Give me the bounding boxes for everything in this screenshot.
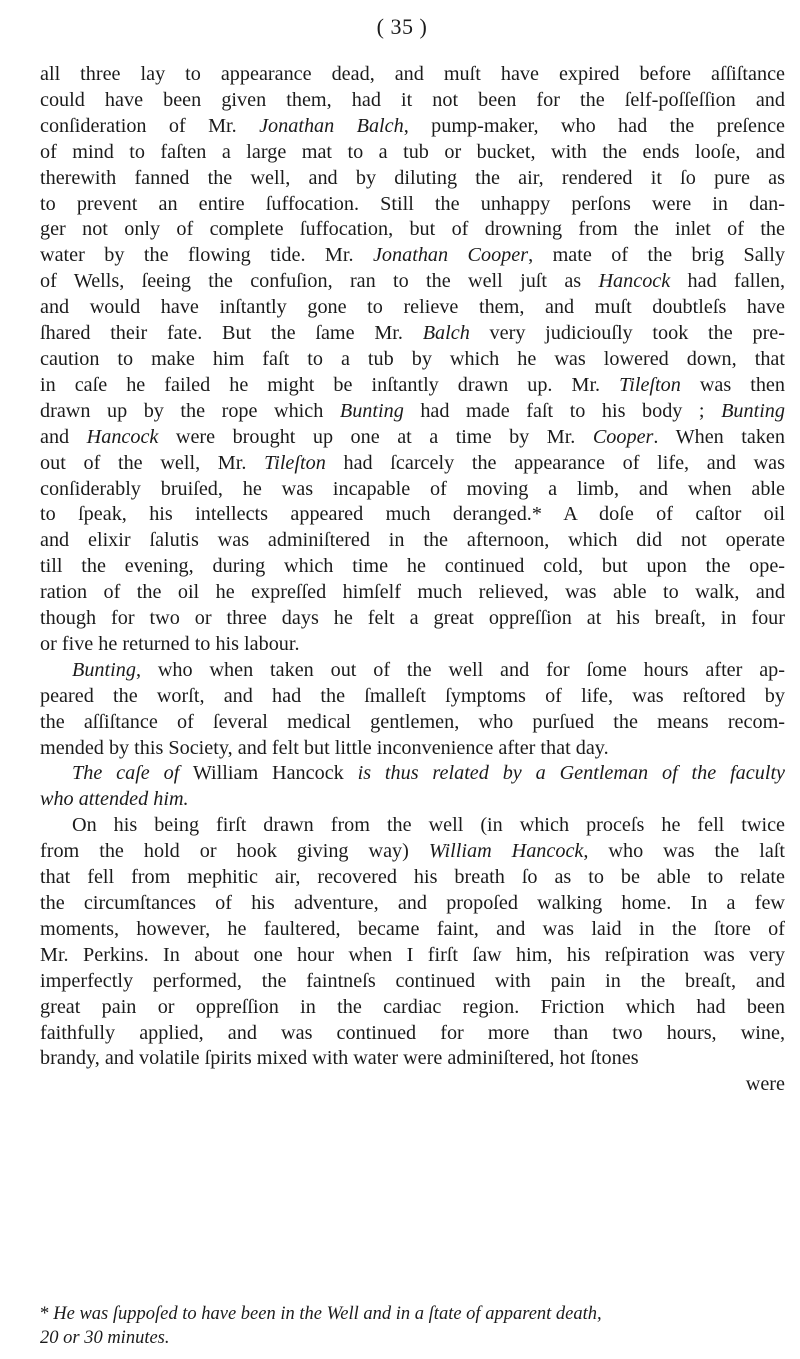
text-line: brandy, and volatile ſpirits mixed with water were adminiſtered, hot ſtones <box>40 1047 639 1070</box>
text-line: all three lay to appearance dead, and muſt have expired before aſſiſtance <box>40 63 785 85</box>
text-line: could have been given them, had it not been for the ſelf-poſſeſſion and <box>40 88 785 111</box>
paragraph-2 <box>40 658 785 762</box>
text-line: from the hold or hook giving way) William Hancock, who was the laſt <box>40 840 785 863</box>
body-text <box>40 62 785 1098</box>
footnote-marker: * <box>40 1304 50 1324</box>
text-line: ration of the oil he expreſſed himſelf much relieved, was able to walk, and <box>40 581 785 604</box>
text-line: the circumſtances of his adventure, and propoſed walking home. In a few <box>40 892 785 914</box>
paragraph-3 <box>40 813 785 1072</box>
text-line: out of the well, Mr. Tileſton had ſcarcely the appearance of life, and was <box>40 451 785 474</box>
text-line: who attended him. <box>40 788 189 811</box>
text-line: of mind to faſten a large mat to a tub or bucket, with the ends looſe, and <box>40 140 785 163</box>
paragraph-1 <box>40 62 785 658</box>
text-line: great pain or oppreſſion in the cardiac region. Friction which had been <box>40 995 785 1018</box>
footnote-line <box>40 1326 785 1350</box>
footnote <box>40 1302 785 1350</box>
text-line: imperfectly performed, the faintneſs continued with pain in the breaſt, and <box>40 969 785 992</box>
text-line: the aſſiſtance of ſeveral medical gentlemen, who purſued the means recom- <box>40 710 785 733</box>
text-line: ger not only of complete ſuffocation, but of drowning from the inlet of the <box>40 218 785 241</box>
text-line: or five he returned to his labour. <box>40 632 300 655</box>
page-number: ( 35 ) <box>376 14 428 39</box>
text-line: conſiderably bruiſed, he was incapable of moving a limb, and when able <box>40 477 785 500</box>
text-line: moments, however, he faultered, became faint, and was laid in the ſtore of <box>40 917 785 940</box>
text-line: to ſpeak, his intellects appeared much deranged.* A doſe of caſtor oil <box>40 503 785 526</box>
text-line: to prevent an entire ſuffocation. Still the unhappy perſons were in dan- <box>40 192 785 215</box>
text-line: though for two or three days he felt a great oppreſſion at his breaſt, in four <box>40 607 785 630</box>
text-line: and elixir ſalutis was adminiſtered in the afternoon, which did not operate <box>40 529 785 552</box>
footnote-line <box>40 1302 785 1326</box>
text-line: faithfully applied, and was continued for more than two hours, wine, <box>40 1021 785 1044</box>
text-line: and Hancock were brought up one at a time by Mr. Cooper. When taken <box>40 425 785 448</box>
text-line: ſhared their fate. But the ſame Mr. Balch very judiciouſly took the pre- <box>40 322 785 345</box>
text-line: and would have inſtantly gone to relieve them, and muſt doubtleſs have <box>40 296 785 319</box>
text-line: till the evening, during which time he continued cold, but upon the ope- <box>40 555 785 578</box>
text-line: mended by this Society, and felt but little inconvenience after that day. <box>40 736 609 759</box>
case-heading <box>40 761 785 813</box>
text-line: On his being firſt drawn from the well (in which proceſs he fell twice <box>72 814 785 837</box>
text-line: Bunting, who when taken out of the well and for ſome hours after ap- <box>72 658 785 681</box>
text-line: water by the flowing tide. Mr. Jonathan Cooper, mate of the brig Sally <box>40 244 785 267</box>
text-line: drawn up by the rope which Bunting had made faſt to his body ; Bunting <box>40 399 785 422</box>
text-line: conſideration of Mr. Jonathan Balch, pump-maker, who had the preſence <box>40 114 785 137</box>
footnote-text: He was ſuppoſed to have been in the Well and in a ſtate of apparent death, <box>53 1304 602 1324</box>
text-line: Mr. Perkins. In about one hour when I firſt ſaw him, his reſpiration was very <box>40 943 785 966</box>
text-line: of Wells, ſeeing the confuſion, ran to the well juſt as Hancock had fallen, <box>40 270 785 293</box>
text-line: in caſe he failed he might be inſtantly drawn up. Mr. Tileſton was then <box>40 373 785 396</box>
text-line: The caſe of William Hancock is thus related by a Gentleman of the faculty <box>72 762 786 785</box>
text-line: peared the worſt, and had the ſmalleſt ſymptoms of life, was reſtored by <box>40 684 785 707</box>
text-line: that fell from mephitic air, recovered his breath ſo as to be able to relate <box>40 866 785 889</box>
text-line: caution to make him faſt to a tub by which he was lowered down, that <box>40 347 785 370</box>
text-line: therewith fanned the well, and by diluting the air, rendered it ſo pure as <box>40 166 785 189</box>
catchword: were <box>745 1073 785 1096</box>
footnote-text: 20 or 30 minutes. <box>40 1328 170 1348</box>
